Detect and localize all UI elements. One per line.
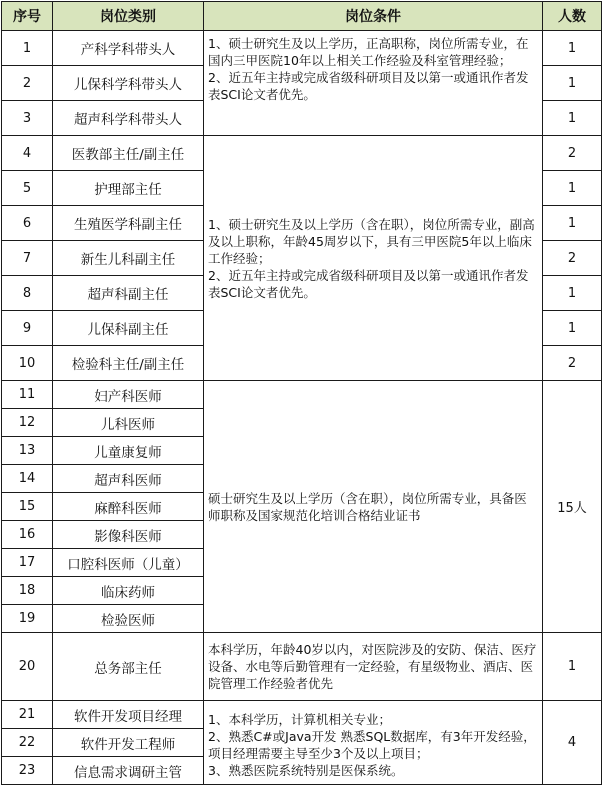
row-no: 17 (2, 549, 53, 577)
row-count: 1 (543, 66, 602, 101)
row-position: 软件开发工程师 (53, 729, 204, 757)
conditions-cell (204, 381, 543, 633)
conditions-cell (204, 136, 543, 381)
row-no: 12 (2, 409, 53, 437)
row-position: 检验科主任/副主任 (53, 346, 204, 381)
row-position: 儿保科学科带头人 (53, 66, 204, 101)
row-count: 2 (543, 241, 602, 276)
conditions-text: 1、硕士研究生及以上学历（含在职），岗位所需专业，副高及以上职称，年龄45周岁以下，具有三甲医院5年以上临床工作经验； 2、近五年主持或完成省级科研项目及以第一或通讯作者发表SCI论文者优先。 (208, 216, 535, 300)
row-position: 妇产科医师 (53, 381, 204, 409)
row-position: 临床药师 (53, 577, 204, 605)
row-count: 1 (543, 311, 602, 346)
row-position: 麻醉科医师 (53, 493, 204, 521)
row-count: 2 (543, 136, 602, 171)
row-position: 影像科医师 (53, 521, 204, 549)
row-no: 18 (2, 577, 53, 605)
row-no: 16 (2, 521, 53, 549)
row-position: 医教部主任/副主任 (53, 136, 204, 171)
header-no: 序号 (2, 2, 53, 31)
recruitment-table (1, 1, 602, 785)
table-row (2, 381, 602, 409)
row-no: 4 (2, 136, 53, 171)
conditions-text: 本科学历，年龄40岁以内，对医院涉及的安防、保洁、医疗设备、水电等后勤管理有一定经验，有星级物业、酒店、医院管理工作经验者优先 (208, 642, 537, 691)
row-count: 1 (543, 633, 602, 701)
row-position: 儿童康复师 (53, 437, 204, 465)
row-no: 19 (2, 605, 53, 633)
row-no: 11 (2, 381, 53, 409)
conditions-cell (204, 701, 543, 785)
conditions-text: 硕士研究生及以上学历（含在职），岗位所需专业，具备医师职称及国家规范化培训合格结业证书 (208, 490, 527, 523)
row-no: 1 (2, 31, 53, 66)
row-count: 1 (543, 171, 602, 206)
row-position: 儿科医师 (53, 409, 204, 437)
row-no: 21 (2, 701, 53, 729)
row-position: 生殖医学科副主任 (53, 206, 204, 241)
row-no: 15 (2, 493, 53, 521)
row-count: 1 (543, 276, 602, 311)
header-conditions: 岗位条件 (204, 2, 543, 31)
row-position: 儿保科副主任 (53, 311, 204, 346)
row-position: 护理部主任 (53, 171, 204, 206)
row-count: 1 (543, 31, 602, 66)
row-count: 15人 (543, 381, 602, 633)
row-no: 6 (2, 206, 53, 241)
row-no: 3 (2, 101, 53, 136)
row-no: 23 (2, 757, 53, 785)
row-position: 软件开发项目经理 (53, 701, 204, 729)
table-row (2, 701, 602, 729)
row-position: 信息需求调研主管 (53, 757, 204, 785)
row-position: 超声科副主任 (53, 276, 204, 311)
table-row (2, 31, 602, 66)
row-no: 8 (2, 276, 53, 311)
row-position: 检验医师 (53, 605, 204, 633)
row-no: 9 (2, 311, 53, 346)
table-row (2, 633, 602, 701)
header-position: 岗位类别 (53, 2, 204, 31)
conditions-text: 1、硕士研究生及以上学历，正高职称，岗位所需专业，在国内三甲医院10年以上相关工作经验及科室管理经验； 2、近五年主持或完成省级科研项目及以第一或通讯作者发表SCI论文者优先。 (208, 36, 529, 102)
row-no: 20 (2, 633, 53, 701)
conditions-cell (204, 633, 543, 701)
header-count: 人数 (543, 2, 602, 31)
conditions-text: 1、本科学历，计算机相关专业； 2、熟悉C#或Java开发 熟悉SQL数据库，有3年开发经验，项目经理需要主导至少3个及以上项目； 3、熟悉医院系统特别是医保系统。 (208, 712, 536, 778)
row-position: 口腔科医师（儿童） (53, 549, 204, 577)
row-position: 超声科医师 (53, 465, 204, 493)
row-position: 新生儿科副主任 (53, 241, 204, 276)
conditions-cell (204, 31, 543, 136)
row-no: 14 (2, 465, 53, 493)
row-count: 1 (543, 206, 602, 241)
row-position: 超声科学科带头人 (53, 101, 204, 136)
header-row (2, 2, 602, 31)
row-no: 2 (2, 66, 53, 101)
row-no: 22 (2, 729, 53, 757)
table-row (2, 136, 602, 171)
row-no: 10 (2, 346, 53, 381)
row-no: 7 (2, 241, 53, 276)
row-count: 1 (543, 101, 602, 136)
row-no: 5 (2, 171, 53, 206)
row-count: 2 (543, 346, 602, 381)
row-no: 13 (2, 437, 53, 465)
row-position: 产科学科带头人 (53, 31, 204, 66)
row-count: 4 (543, 701, 602, 785)
row-position: 总务部主任 (53, 633, 204, 701)
